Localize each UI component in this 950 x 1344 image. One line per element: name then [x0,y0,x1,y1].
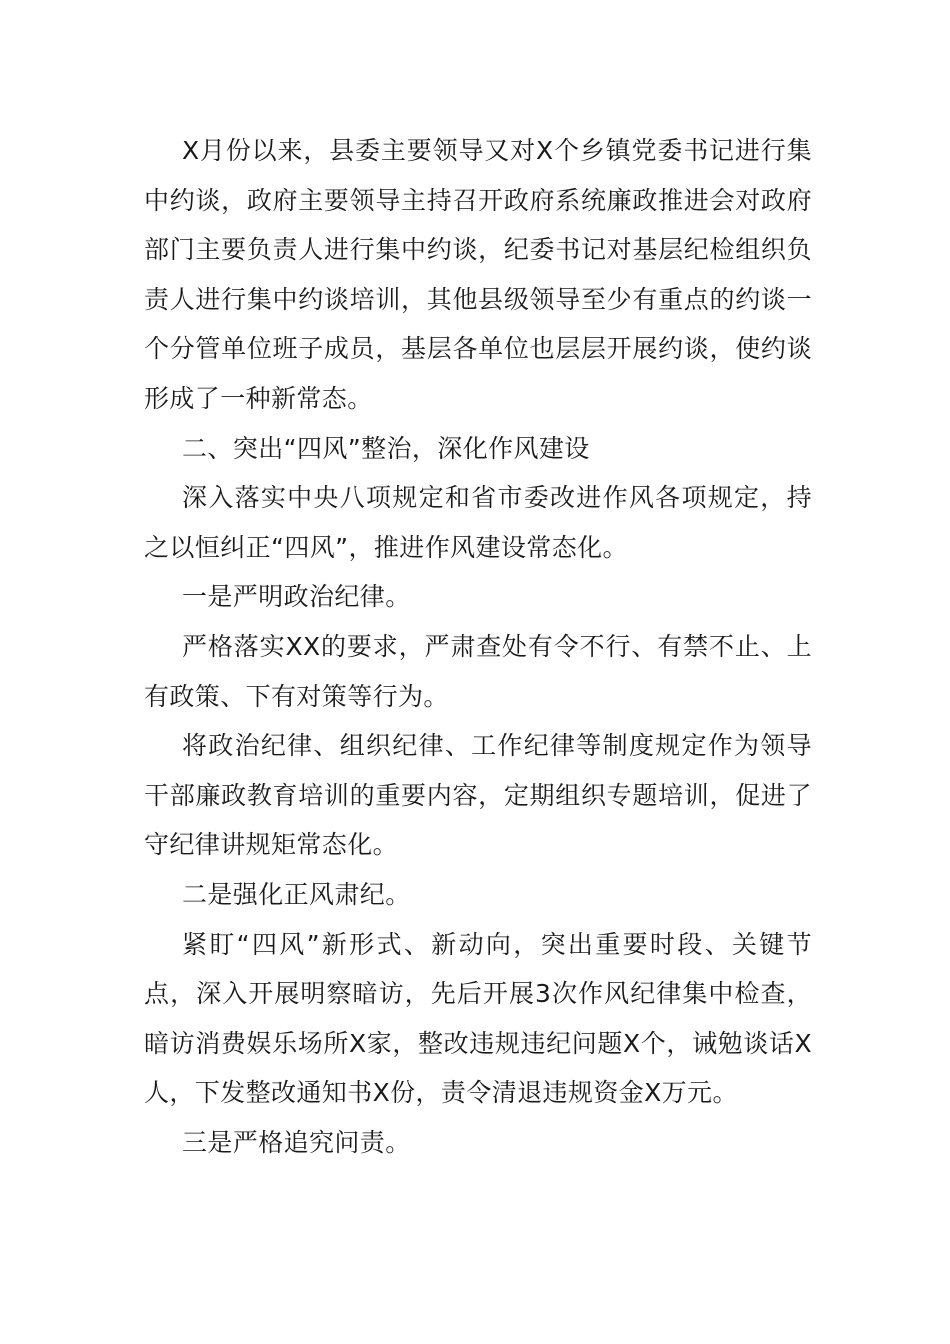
paragraph-implement-regulations: 深入落实中央八项规定和省市委改进作风各项规定，持之以恒纠正“四风”，推进作风建设常态化。 [144,483,812,562]
paragraph-discipline-training: 将政治纪律、组织纪律、工作纪律等制度规定作为领导干部廉政教育培训的重要内容，定期组织专题培训，促进了守纪律讲规矩常态化。 [144,731,812,860]
subheading-political-discipline: 一是严明政治纪律。 [182,582,411,612]
paragraph-strict-requirements: 严格落实XX的要求，严肃查处有令不行、有禁不止、上有政策、下有对策等行为。 [144,631,812,711]
paragraph-interview-summary: X月份以来，县委主要领导又对X个乡镇党委书记进行集中约谈，政府主要领导主持召开政府系统廉政推进会对政府部门主要负责人进行集中约谈，纪委书记对基层纪检组织负责人进行集中约谈培训，其他县级领导至少有重点的约谈一个分管单位班子成员，基层各单位也层层开展约谈，使约谈形成了一种新常态。 [144,136,812,413]
document-body [144,126,812,1167]
section-heading-four-winds: 二、突出“四风”整治，深化作风建设 [182,433,590,463]
subheading-accountability: 三是严格追究问责。 [182,1127,411,1157]
subheading-strengthen-discipline: 二是强化正风肃纪。 [182,879,411,909]
paragraph-inspections: 紧盯“四风”新形式、新动向，突出重要时段、关键节点，深入开展明察暗访，先后开展3次作风纪律集中检查，暗访消费娱乐场所X家，整改违规违纪问题X个，诫勉谈话X人，下发整改通知书X份，责令清退违规资金X万元。 [144,929,812,1108]
